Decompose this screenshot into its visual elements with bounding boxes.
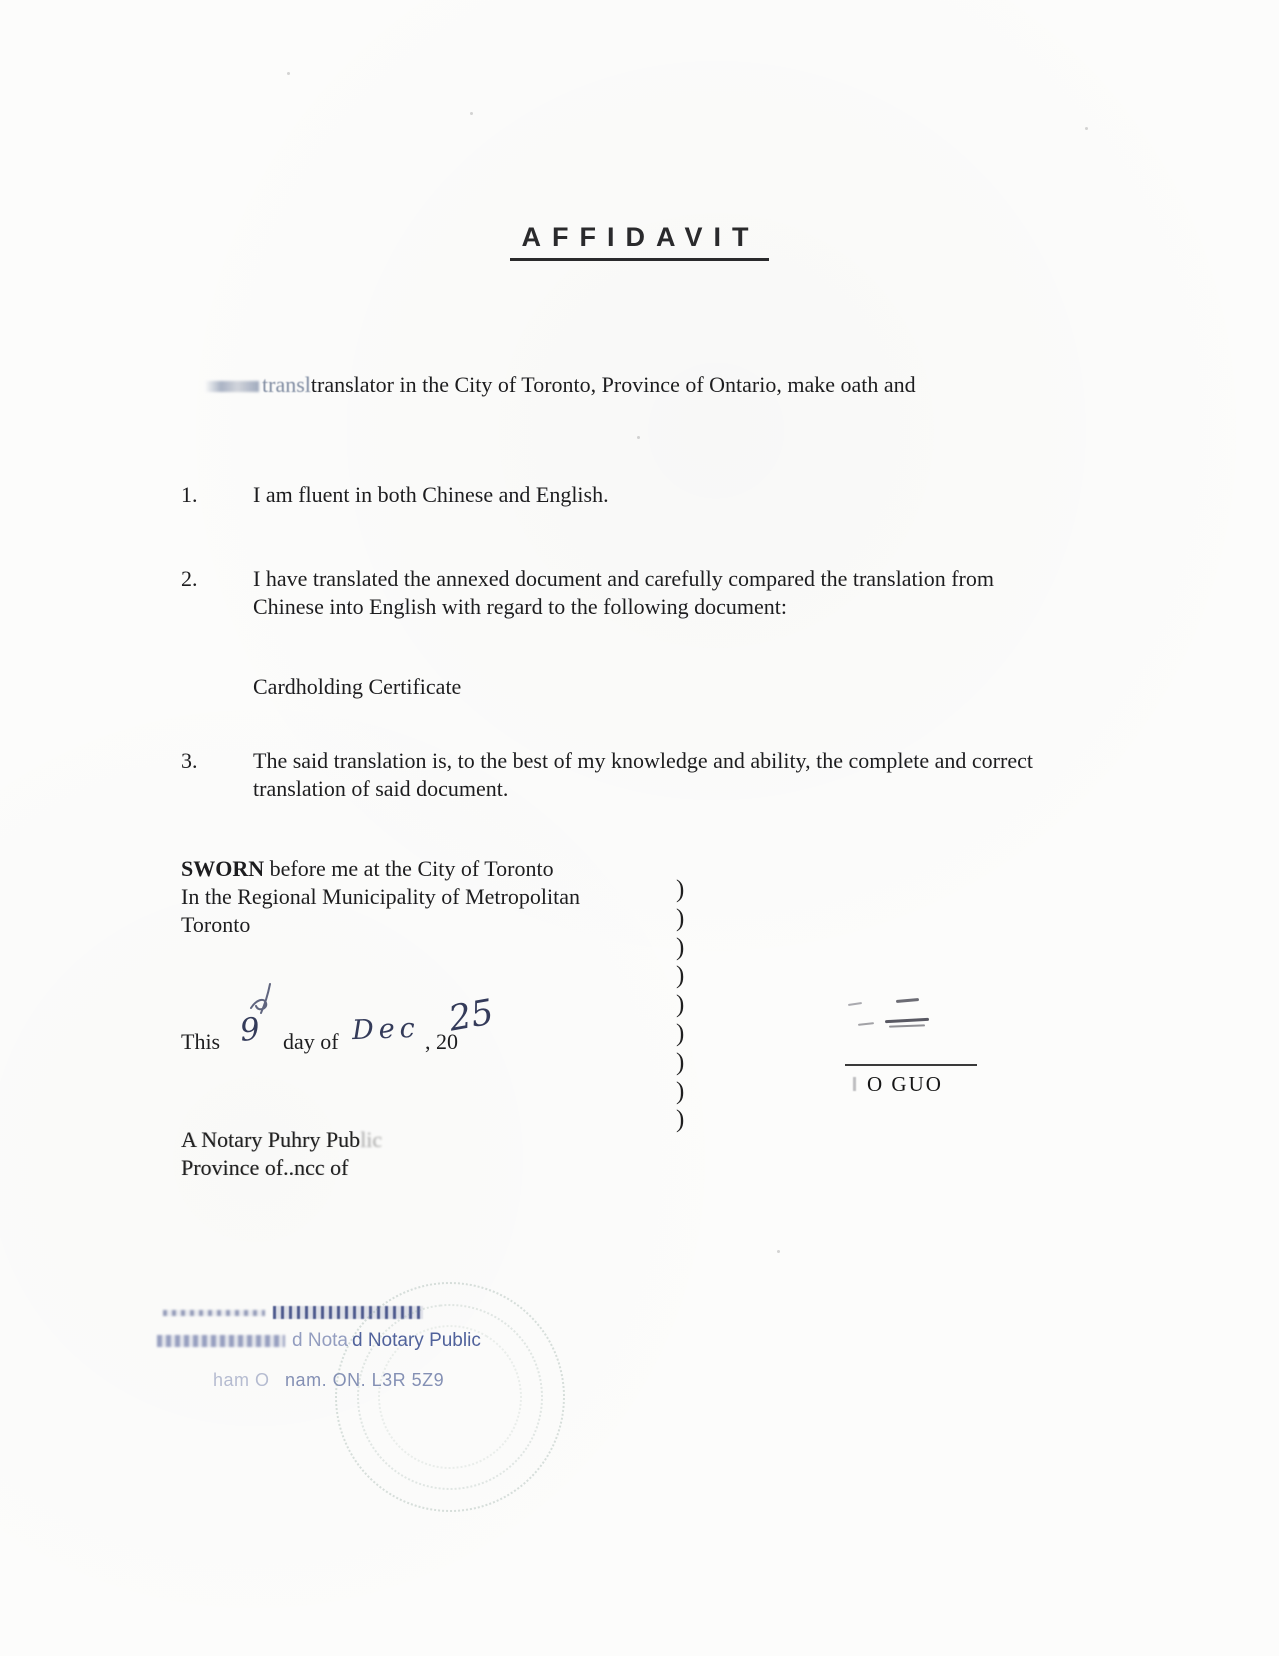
paper-speck <box>637 436 640 439</box>
stamp-notary-public-text: d Notary Public <box>351 1330 481 1351</box>
paper-speck <box>470 112 473 115</box>
signature-pen-stroke <box>889 1024 925 1027</box>
list-item-3 <box>181 747 1059 803</box>
item-number: 2. <box>181 566 198 591</box>
sworn-clause <box>181 855 701 939</box>
stamp-postal-code-text: nam. ON. L3R 5Z9 <box>285 1370 445 1390</box>
item-number: 1. <box>181 482 198 507</box>
notary-line-1-faded-tail: lic <box>360 1127 383 1152</box>
list-item-2 <box>181 565 1015 621</box>
sworn-line-3: Toronto <box>181 912 251 937</box>
signature-pen-stroke <box>848 1002 862 1006</box>
document-title: AFFIDAVIT <box>510 222 770 261</box>
notary-line-2: Province of..ncc of <box>181 1155 349 1180</box>
jurat-year-prefix: , 20 <box>425 1029 458 1054</box>
sworn-bold-word: SWORN <box>181 856 265 881</box>
list-item-1 <box>181 481 609 509</box>
handwritten-day: 9 <box>238 1011 262 1049</box>
embossed-seal-inner-ring <box>351 1298 549 1496</box>
signatory-name-text: O GUO <box>867 1072 943 1096</box>
notary-line-1 <box>181 1126 382 1154</box>
item-text: The said translation is, to the best of my knowledge and ability, the complete and correct translation of said document. <box>253 748 1033 801</box>
intro-faded-prefix: transl <box>262 372 311 397</box>
sworn-line-1 <box>181 855 701 883</box>
closing-paren: ) <box>676 1077 685 1105</box>
paper-speck <box>1085 127 1088 130</box>
notary-block <box>181 1126 382 1182</box>
signature-pen-stroke <box>885 1018 929 1023</box>
stamp-ink-smudge <box>157 1335 285 1347</box>
paper-speck <box>777 1250 780 1253</box>
handwritten-month: Dec <box>351 1012 421 1047</box>
signature-pen-stroke <box>896 998 919 1003</box>
closing-paren: ) <box>676 1048 685 1076</box>
jurat-day-of-label: day of <box>283 1029 339 1054</box>
closing-paren: ) <box>676 1019 685 1047</box>
closing-paren: ) <box>676 962 685 990</box>
sworn-line-2: In the Regional Municipality of Metropolitan <box>181 884 580 909</box>
sworn-line-1-rest: before me at the City of Toronto <box>264 856 554 881</box>
title-row <box>0 222 1279 261</box>
item-text: I am fluent in both Chinese and English. <box>253 482 609 507</box>
item-text: I have translated the annexed document and carefully compared the translation from Chinese into English with regard to the following document: <box>253 566 994 619</box>
jurat-this-label: This <box>181 1029 221 1054</box>
jurat-bracket-column <box>676 876 684 1135</box>
closing-paren: ) <box>676 933 685 961</box>
item-number: 3. <box>181 748 198 773</box>
handwritten-year: 25 <box>445 992 497 1040</box>
closing-paren: ) <box>676 904 685 932</box>
notary-line-1-text: A Notary Puhry Pub <box>181 1127 361 1152</box>
closing-paren: ) <box>676 876 685 903</box>
paper-speck <box>287 72 290 75</box>
closing-paren: ) <box>676 991 685 1019</box>
intro-paragraph <box>205 371 916 399</box>
signatory-name <box>853 1072 943 1097</box>
faded-ink-tick <box>853 1077 856 1091</box>
closing-paren: ) <box>676 1106 685 1134</box>
signature-pen-stroke <box>858 1022 874 1026</box>
signature-line <box>845 1064 977 1066</box>
ink-smudge <box>205 381 259 392</box>
intro-text: translator in the City of Toronto, Province of Ontario, make oath and <box>310 372 916 397</box>
stamp-faint-text: ham O <box>213 1370 270 1390</box>
stamp-ink-smudge <box>163 1310 265 1316</box>
translated-document-name: Cardholding Certificate <box>253 674 462 699</box>
stamp-faint-text: d Nota <box>292 1330 348 1351</box>
